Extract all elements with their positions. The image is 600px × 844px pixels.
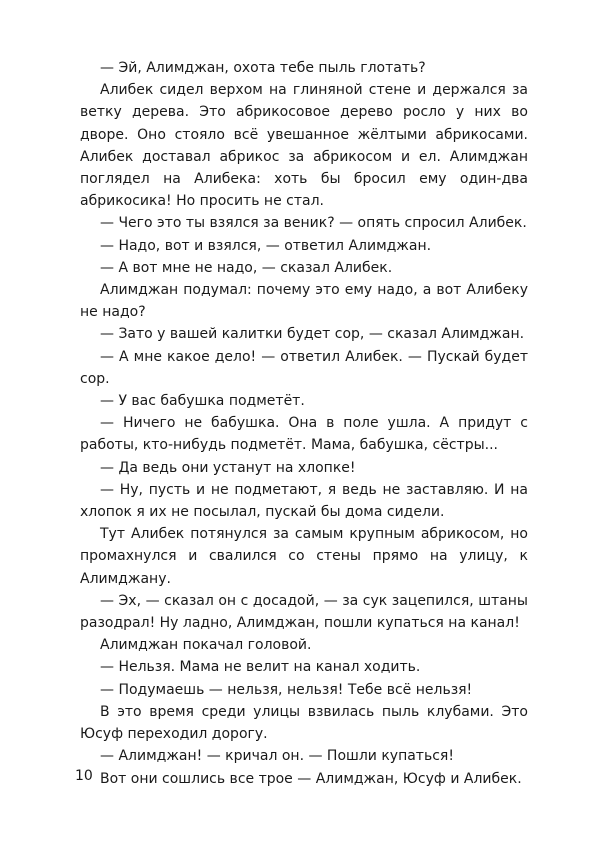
- paragraph: Вот они сошлись все трое — Алимджан, Юсуф и Алибек.: [100, 770, 522, 787]
- paragraph: — Надо, вот и взялся, — ответил Алимджан.: [100, 237, 432, 254]
- paragraph: — Нельзя. Мама не велит на канал ходить.: [100, 659, 421, 676]
- paragraph: В это время среди улицы взвилась пыль клубами. Это Юсуф переходил дорогу.: [80, 703, 528, 743]
- paragraph: — Эх, — сказал он с досадой, — за сук зацепился, штаны разодрал! Ну ладно, Алимджан, пошли купаться на канал!: [80, 592, 528, 632]
- paragraph: Тут Алибек потянулся за самым крупным абрикосом, но промахнулся и свалился со стены прямо на улицу, к Алимджану.: [80, 526, 528, 587]
- paragraph: — А мне какое дело! — ответил Алибек. — Пускай будет сор.: [80, 348, 528, 387]
- paragraph: Алимджан покачал головой.: [100, 637, 312, 654]
- paragraph: — Чего это ты взялся за веник? — опять спросил Алибек.: [100, 215, 527, 232]
- paragraph: Алибек сидел верхом на глиняной стене и держался за ветку дерева. Это абрикосовое дерево росло у них во дворе. Оно стояло всё увешанное жёлтыми абрикосами. Алибек доставал абрикос за абрикосом и ел. Алимджан поглядел на Алибека: хоть бы бросил ему один-два абрикосика! Но просить не стал.: [80, 82, 528, 210]
- paragraph: — Эй, Алимджан, охота тебе пыль глотать?: [100, 60, 426, 76]
- paragraph: — Ну, пусть и не подметают, я ведь не заставляю. И на хлопок я их не посылал, пускай бы дома сидели.: [80, 481, 528, 521]
- paragraph: — Зато у вашей калитки будет сор, — сказал Алимджан.: [100, 326, 525, 343]
- paragraph: — Ничего не бабушка. Она в поле ушла. А придут с работы, кто-нибудь подметёт. Мама, бабушка, сёстры...: [80, 415, 528, 454]
- page-number: 10: [75, 768, 93, 784]
- paragraph: — Алимджан! — кричал он. — Пошли купаться!: [100, 748, 454, 765]
- page-body: [80, 57, 528, 790]
- paragraph: — У вас бабушка подметёт.: [100, 393, 305, 410]
- paragraph: — Да ведь они устанут на хлопке!: [100, 459, 356, 476]
- paragraph: Алимджан подумал: почему это ему надо, а вот Алибеку не надо?: [80, 282, 528, 321]
- paragraph: — А вот мне не надо, — сказал Алибек.: [100, 259, 393, 276]
- paragraph: — Подумаешь — нельзя, нельзя! Тебе всё нельзя!: [100, 681, 473, 698]
